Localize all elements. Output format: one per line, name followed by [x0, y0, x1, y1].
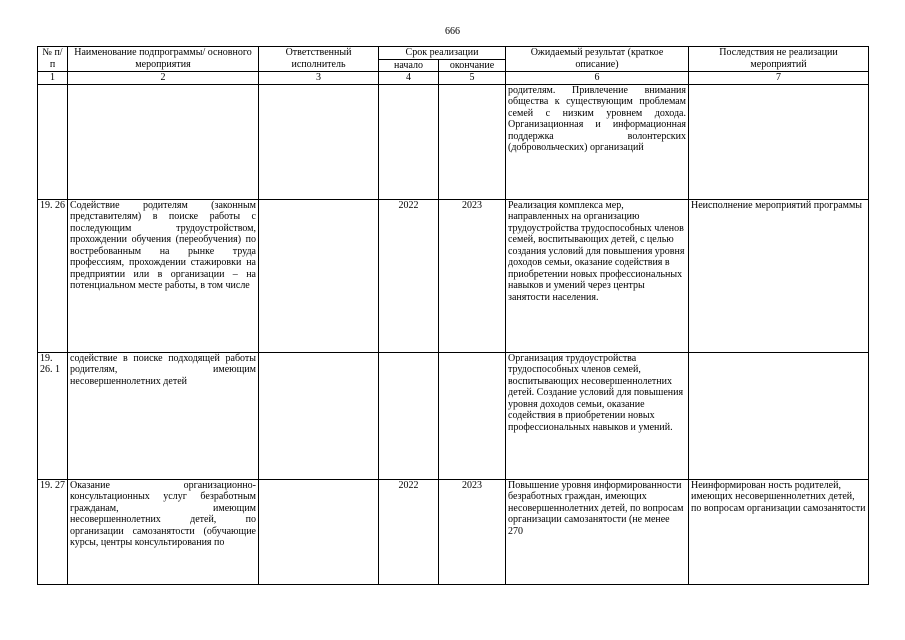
column-number: 2	[68, 72, 259, 85]
program-measures-table	[37, 46, 869, 585]
measure-name: Содействие родителям (законным представителям) в поиске работы с последующим трудоустройством, прохождении обучения (переобучения) по востребованным на рынке труда профессиям, прохождении стажировки на предприятии или в организации – на потенциальном месте работы, в том числе	[68, 199, 259, 352]
column-number-row	[38, 72, 869, 85]
consequences	[689, 352, 869, 479]
header-result: Ожидаемый результат (краткое описание)	[506, 47, 689, 72]
responsible	[259, 479, 379, 584]
consequences: Неинформирован ность родителей, имеющих несовершеннолетних детей, по вопросам организации самозанятости	[689, 479, 869, 584]
responsible	[259, 352, 379, 479]
responsible	[259, 84, 379, 199]
table-row	[38, 84, 869, 199]
consequences	[689, 84, 869, 199]
start-year	[379, 84, 439, 199]
measure-name: Оказание организационно-консультационных услуг безработным гражданам, имеющим несовершеннолетних детей, по организации самозанятости (обучающие курсы, центры консультирования по	[68, 479, 259, 584]
column-number: 5	[439, 72, 506, 85]
row-number: 19. 26	[38, 199, 68, 352]
end-year: 2023	[439, 479, 506, 584]
end-year: 2023	[439, 199, 506, 352]
column-number: 6	[506, 72, 689, 85]
end-year	[439, 84, 506, 199]
expected-result: Реализация комплекса мер, направленных на организацию трудоустройства трудоспособных членов семей, воспитывающих детей, с целью создания условий для повышения уровня доходов семьи, оказание содействия в приобретении новых профессиональных навыков и умений через центры занятости населения.	[506, 199, 689, 352]
expected-result: Организация трудоустройства трудоспособных членов семей, воспитывающих несовершеннолетних детей. Создание условий для повышения уровня доходов семьи, оказание содействия в приобретении новых профессиональных навыков и умений.	[506, 352, 689, 479]
header-name: Наименование подпрограммы/ основного мероприятия	[68, 47, 259, 72]
column-number: 4	[379, 72, 439, 85]
measure-name	[68, 84, 259, 199]
table-row	[38, 199, 869, 352]
header-consequences: Последствия не реализации мероприятий	[689, 47, 869, 72]
start-year	[379, 352, 439, 479]
responsible	[259, 199, 379, 352]
measure-name: содействие в поиске подходящей работы родителям, имеющим несовершеннолетних детей	[68, 352, 259, 479]
column-number: 1	[38, 72, 68, 85]
row-number: 19. 26. 1	[38, 352, 68, 479]
table-row	[38, 352, 869, 479]
table-row	[38, 479, 869, 584]
column-number: 3	[259, 72, 379, 85]
header-no: № п/п	[38, 47, 68, 72]
page-number: 666	[445, 26, 460, 37]
end-year	[439, 352, 506, 479]
consequences: Неисполнение мероприятий программы	[689, 199, 869, 352]
column-number: 7	[689, 72, 869, 85]
row-number: 19. 27	[38, 479, 68, 584]
start-year: 2022	[379, 479, 439, 584]
header-start: начало	[379, 59, 439, 72]
expected-result: родителям. Привлечение внимания общества к существующим проблемам семей с низким уровнем дохода. Организационная и информационная поддержка волонтерских (добровольческих) организаций	[506, 84, 689, 199]
header-row	[38, 47, 869, 60]
header-responsible: Ответственный исполнитель	[259, 47, 379, 72]
expected-result: Повышение уровня информированности безработных граждан, имеющих несовершеннолетних детей, по вопросам организации самозанятости (не менее 270	[506, 479, 689, 584]
header-term: Срок реализации	[379, 47, 506, 60]
header-end: окончание	[439, 59, 506, 72]
start-year: 2022	[379, 199, 439, 352]
row-number	[38, 84, 68, 199]
